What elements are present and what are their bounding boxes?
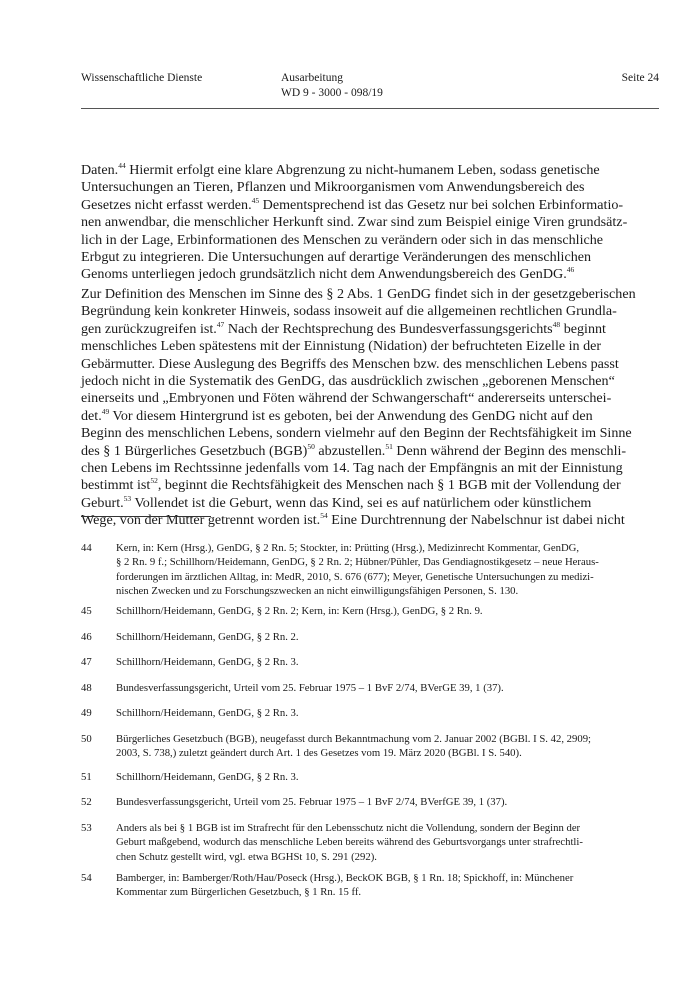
footnote-marker: 53 xyxy=(123,493,132,503)
text-segment: menschliches Leben spätestens mit der Einnistung (Nidation) der befruchteten Eizelle in der xyxy=(81,338,602,355)
text-line xyxy=(81,408,661,425)
footnote-line: Anders als bei § 1 BGB ist im Strafrecht für den Lebensschutz nicht die Vollendung, sondern der Beginn der xyxy=(116,822,581,834)
footnote-text xyxy=(116,630,299,644)
text-segment: Zur Definition des Menschen im Sinne des § 2 Abs. 1 GenDG findet sich in der gesetzgeberischen xyxy=(81,286,636,302)
text-line xyxy=(81,460,661,477)
footnote-marker: 45 xyxy=(251,195,260,205)
text-segment: nen anwendbar, die menschlicher Herkunft sind. Zwar sind zum Beispiel einige Viren grundsätz- xyxy=(81,214,628,231)
footnote-line: Kommentar zum Bürgerlichen Gesetzbuch, § 1 Rn. 15 ff. xyxy=(116,886,362,899)
text-segment: des § 1 Bürgerliches Gesetzbuch (BGB) xyxy=(81,442,308,459)
footnote-line: § 2 Rn. 9 f.; Schillhorn/Heidemann, GenDG, § 2 Rn. 2; Hübner/Pühler, Das Gendiagnostikgesetz – neue Heraus- xyxy=(116,556,599,569)
text-line xyxy=(81,495,661,512)
text-segment: Eine Durchtrennung der Nabelschnur ist dabei nicht xyxy=(327,512,625,529)
text-segment: Genoms unterliegen jedoch grundsätzlich nicht dem Anwendungsbereich des GenDG. xyxy=(81,266,567,283)
text-line xyxy=(81,443,661,460)
footnote-marker: 48 xyxy=(552,319,561,329)
footnote-text xyxy=(116,821,583,864)
text-line xyxy=(81,356,661,373)
footnote-text xyxy=(116,871,573,900)
text-segment: det. xyxy=(81,407,102,424)
footnote-number: 50 xyxy=(81,733,92,745)
text-segment: gen zurückzugreifen ist. xyxy=(81,320,217,337)
footnote-line: forderungen im ärztlichen Alltag, in: MedR, 2010, S. 676 (677); Meyer, Genetische Untersuchungen zu medizi- xyxy=(116,570,594,583)
footnote-number: 49 xyxy=(81,707,92,719)
text-segment: einerseits und „Embryonen und Föten während der Schwangerschaft“ andererseits unterschei- xyxy=(81,390,612,407)
text-line xyxy=(81,321,661,338)
text-line xyxy=(81,197,661,214)
footnote-line: Bamberger, in: Bamberger/Roth/Hau/Poseck (Hrsg.), BeckOK BGB, § 1 Rn. 18; Spickhoff, in: Münchener xyxy=(116,872,574,884)
text-segment: abzustellen. xyxy=(314,442,386,459)
footnote-line: Bundesverfassungsgericht, Urteil vom 25. Februar 1975 – 1 BvF 2/74, BVerGE 39, 1 (37). xyxy=(116,682,504,694)
text-segment: Beginn des menschlichen Lebens, sondern vielmehr auf den Beginn der Rechtsfähigkeit im Sinne xyxy=(81,425,632,442)
text-segment: Nach der Rechtsprechung des Bundesverfassungsgerichts xyxy=(224,320,553,337)
footnote-line: 2003, S. 738,) zuletzt geändert durch Art. 1 des Gesetzes vom 19. März 2020 (BGBl. I S. 540). xyxy=(116,747,522,760)
header-institution: Wissenschaftliche Dienste xyxy=(81,72,203,84)
text-segment: lich in der Lage, Erbinformationen des Menschen zu verändern oder sich in das menschliche xyxy=(81,231,604,248)
text-line xyxy=(81,214,661,231)
text-line xyxy=(81,512,661,529)
text-segment: Dementsprechend ist das Gesetz nur bei solchen Erbinformatio- xyxy=(259,196,624,213)
footnote-text xyxy=(116,732,591,761)
footnote-marker: 52 xyxy=(150,476,158,486)
text-segment: Gebärmutter. Diese Auslegung des Begriffs des Menschen bzw. des menschlichen Lebens passt xyxy=(81,355,619,372)
footnote-line: Geburt maßgebend, wodurch das menschliche Leben bereits während des Geburtsvorgangs unter strafrechtli- xyxy=(116,836,583,849)
footnote-marker: 46 xyxy=(566,265,575,275)
text-segment: bestimmt ist xyxy=(81,477,151,494)
footnote-text xyxy=(116,770,299,784)
text-segment: beginnt xyxy=(560,320,606,337)
header-document-info xyxy=(281,71,383,101)
text-line xyxy=(81,232,661,249)
header-document-number: WD 9 - 3000 - 098/19 xyxy=(281,87,383,99)
footnote-marker: 44 xyxy=(118,161,126,170)
footnote-text xyxy=(116,681,504,695)
footnote-marker: 49 xyxy=(101,406,110,416)
paragraph-2 xyxy=(81,286,661,529)
text-segment: Vor diesem Hintergrund ist es geboten, bei der Anwendung des GenDG nicht auf den xyxy=(109,407,593,424)
text-line xyxy=(81,425,661,442)
footnote-line: Kern, in: Kern (Hrsg.), GenDG, § 2 Rn. 5; Stockter, in: Prütting (Hrsg.), Medizinrecht Kommentar, GenDG, xyxy=(116,542,580,554)
text-segment: Vollendet ist die Geburt, wenn das Kind, sei es auf natürlichem oder künstlichem xyxy=(131,494,592,511)
footnote-line: chen Schutz gestellt wird, vgl. etwa BGHSt 10, S. 291 (292). xyxy=(116,850,377,863)
text-segment: Gesetzes nicht erfasst werden. xyxy=(81,196,252,213)
footnote-text xyxy=(116,706,299,720)
text-segment: jedoch nicht in die Systematik des GenDG, das ausdrücklich zwischen „geborenen Menschen“ xyxy=(81,372,615,389)
footnote-marker: 51 xyxy=(385,441,393,451)
footnote-number: 45 xyxy=(81,605,92,617)
text-line xyxy=(81,303,661,320)
footnote-line: Schillhorn/Heidemann, GenDG, § 2 Rn. 3. xyxy=(116,656,299,668)
text-segment: Denn während der Beginn des menschli- xyxy=(392,442,627,459)
footnote-number: 54 xyxy=(81,872,92,884)
footnote-number: 51 xyxy=(81,771,92,783)
footnote-number: 46 xyxy=(81,631,92,643)
text-line xyxy=(81,179,661,196)
footnote-text xyxy=(116,541,599,598)
footnote-line: Bundesverfassungsgericht, Urteil vom 25. Februar 1975 – 1 BvF 2/74, BVerfGE 39, 1 (37). xyxy=(116,796,508,808)
text-segment: Hiermit erfolgt eine klare Abgrenzung zu nicht-humanem Leben, sodass genetische xyxy=(125,162,600,178)
footnote-marker: 50 xyxy=(307,441,315,451)
text-line xyxy=(81,390,661,407)
text-segment: , beginnt die Rechtsfähigkeit des Menschen nach § 1 BGB mit der Vollendung der xyxy=(157,477,621,494)
footnote-text xyxy=(116,655,299,669)
text-line xyxy=(81,162,661,179)
text-segment: Erbgut zu integrieren. Die Untersuchungen auf derartige Veränderungen des menschlichen xyxy=(81,248,592,265)
footnote-number: 47 xyxy=(81,656,92,668)
footnote-text xyxy=(116,604,483,618)
text-line xyxy=(81,477,661,494)
footnote-line: Schillhorn/Heidemann, GenDG, § 2 Rn. 2; Kern, in: Kern (Hrsg.), GenDG, § 2 Rn. 9. xyxy=(116,605,483,617)
text-segment: Geburt. xyxy=(81,494,124,511)
footnote-line: nischen Zwecken und zu Forschungszwecken an nicht einwilligungsfähigen Personen, S. 130. xyxy=(116,584,519,597)
footnote-line: Schillhorn/Heidemann, GenDG, § 2 Rn. 2. xyxy=(116,631,299,643)
footnote-text xyxy=(116,795,507,809)
page-number: Seite 24 xyxy=(621,72,659,84)
footnote-number: 48 xyxy=(81,682,92,694)
footnote-number: 53 xyxy=(81,822,92,834)
text-line xyxy=(81,266,661,283)
text-segment: Untersuchungen an Tieren, Pflanzen und Mikroorganismen vom Anwendungsbereich des xyxy=(81,179,585,196)
text-segment: Wege, von der Mutter getrennt worden ist. xyxy=(81,512,321,529)
footnote-line: Schillhorn/Heidemann, GenDG, § 2 Rn. 3. xyxy=(116,707,299,719)
text-line xyxy=(81,286,661,303)
footnote-line: Bürgerliches Gesetzbuch (BGB), neugefasst durch Bekanntmachung vom 2. Januar 2002 (BGBl. I S. 42, 2909; xyxy=(116,733,592,745)
text-segment: Daten. xyxy=(81,162,119,178)
text-line xyxy=(81,249,661,266)
text-segment: chen Lebens im Rechtssinne jedenfalls vom 14. Tag nach der Empfängnis an mit der Einnistung xyxy=(81,459,623,476)
footnote-line: Schillhorn/Heidemann, GenDG, § 2 Rn. 3. xyxy=(116,771,299,783)
footnote-marker: 54 xyxy=(320,511,328,521)
footnote-marker: 47 xyxy=(216,319,225,329)
paragraph-1 xyxy=(81,162,661,284)
footnote-number: 52 xyxy=(81,796,92,808)
footnote-number: 44 xyxy=(81,542,92,554)
text-line xyxy=(81,373,661,390)
text-segment: Begründung kein konkreter Hinweis, sodass insoweit auf die allgemeinen rechtlichen Grundla- xyxy=(81,303,617,320)
text-line xyxy=(81,338,661,355)
footnote-divider xyxy=(81,516,211,517)
header-document-type: Ausarbeitung xyxy=(281,72,343,84)
header-divider xyxy=(81,108,659,109)
